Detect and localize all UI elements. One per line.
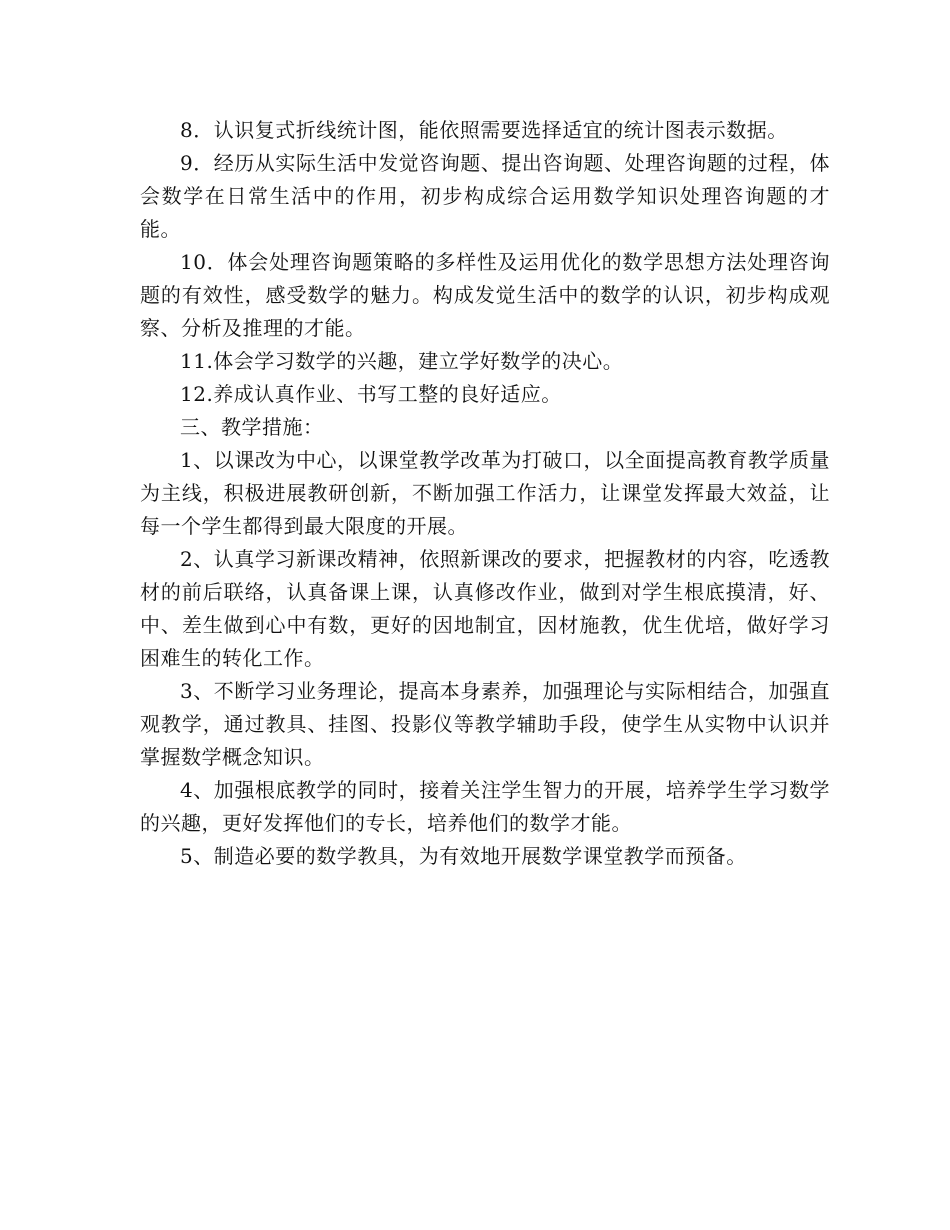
paragraph-item-10: 10．体会处理咨询题策略的多样性及运用优化的数学思想方法处理咨询题的有效性，感受数学的魅力。构成发觉生活中的数学的认识，初步构成观察、分析及推理的才能。 [140, 250, 830, 340]
measure-item-3: 3、不断学习业务理论，提高本身素养，加强理论与实际相结合，加强直观教学，通过教具、挂图、投影仪等教学辅助手段，使学生从实物中认识并掌握数学概念知识。 [140, 679, 830, 769]
section-heading-teaching-measures: 三、教学措施： [180, 415, 324, 439]
measure-item-5: 5、制造必要的数学教具，为有效地开展数学课堂教学而预备。 [180, 844, 747, 868]
measure-item-4: 4、加强根底教学的同时，接着关注学生智力的开展，培养学生学习数学的兴趣，更好发挥他们的专长，培养他们的数学才能。 [140, 778, 830, 835]
paragraph-item-12: 12.养成认真作业、书写工整的良好适应。 [180, 382, 562, 406]
measure-item-2: 2、认真学习新课改精神，依照新课改的要求，把握教材的内容，吃透教材的前后联络，认真备课上课，认真修改作业，做到对学生根底摸清，好、中、差生做到心中有数，更好的因地制宜，因材施教，优生优培，做好学习困难生的转化工作。 [140, 547, 830, 670]
measure-item-1: 1、以课改为中心，以课堂教学改革为打破口，以全面提高教育教学质量为主线，积极进展教研创新，不断加强工作活力，让课堂发挥最大效益，让每一个学生都得到最大限度的开展。 [140, 448, 830, 538]
document-body [140, 114, 830, 873]
paragraph-item-11: 11.体会学习数学的兴趣，建立学好数学的决心。 [180, 349, 624, 373]
paragraph-item-9: 9．经历从实际生活中发觉咨询题、提出咨询题、处理咨询题的过程，体会数学在日常生活中的作用，初步构成综合运用数学知识处理咨询题的才能。 [140, 151, 830, 241]
paragraph-item-8: 8．认识复式折线统计图，能依照需要选择适宜的统计图表示数据。 [180, 118, 788, 142]
